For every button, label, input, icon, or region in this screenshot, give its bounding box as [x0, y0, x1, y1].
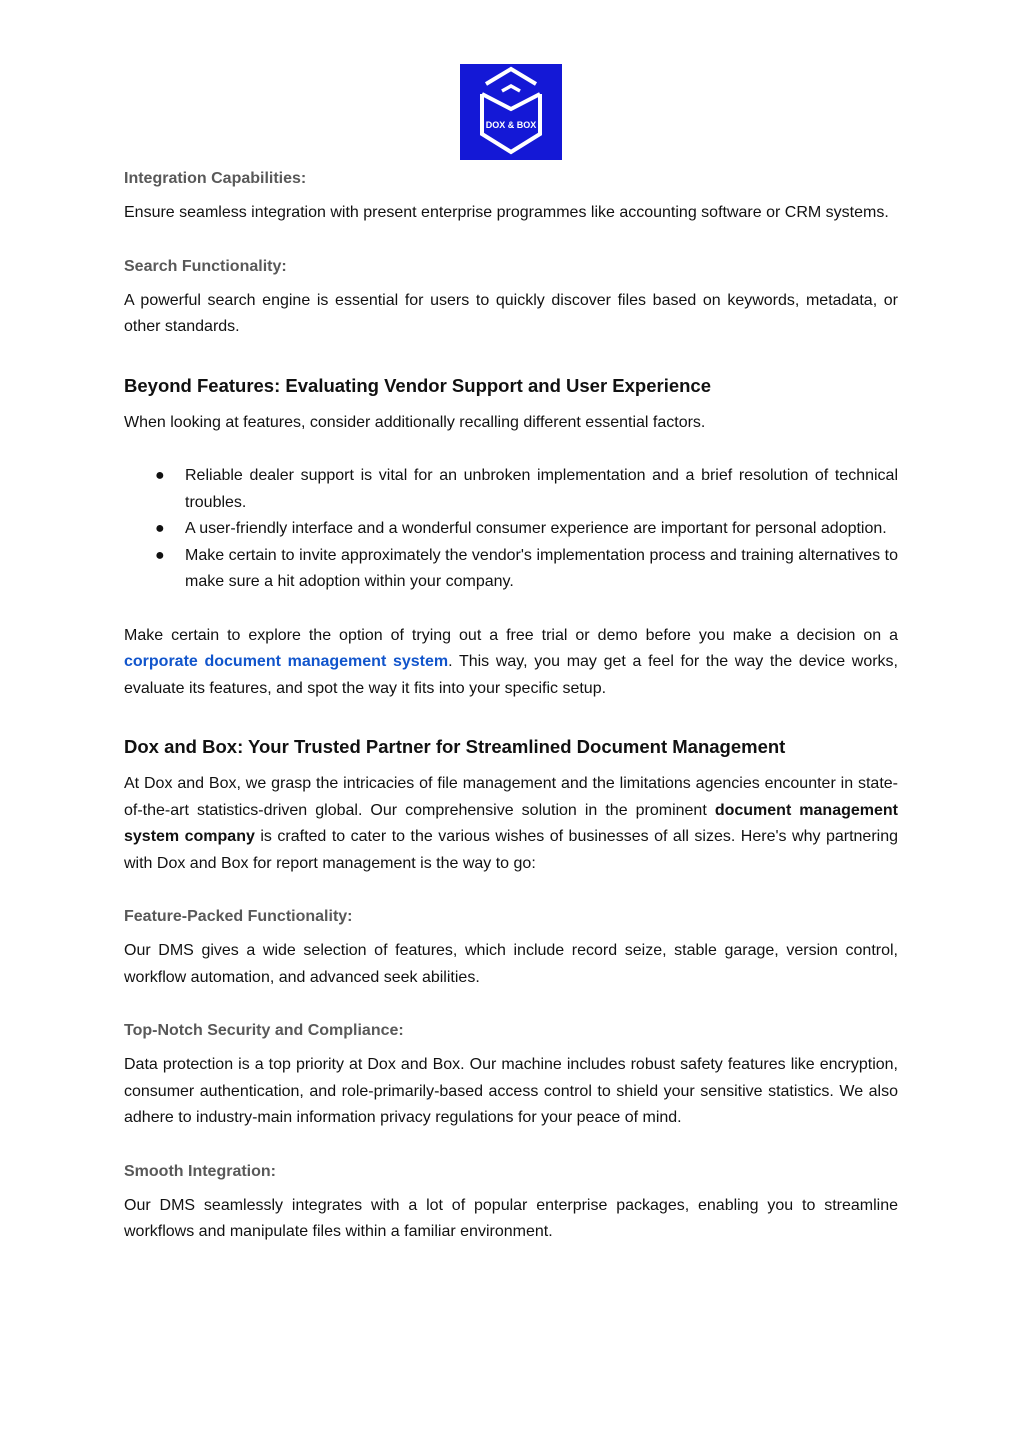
factors-list: [124, 463, 898, 596]
corporate-dms-link[interactable]: corporate document management system: [124, 653, 449, 670]
beyond-intro: When looking at features, consider additionally recalling different essential factors.: [124, 413, 706, 431]
intro-text-before: At Dox and Box, we grasp the intricacies of file management and the limitations agencies encounter in state-of-the-art statistics-driven global. Our comprehensive solution in the prominent: [124, 775, 898, 819]
dox-and-box-logo: [460, 64, 562, 160]
list-item: [124, 463, 898, 516]
bullet-icon: ●: [155, 520, 165, 537]
trial-paragraph: [124, 623, 898, 703]
document-body: [124, 166, 898, 1246]
security-heading: Top-Notch Security and Compliance:: [124, 1022, 404, 1039]
smooth-integration-text: Our DMS seamlessly integrates with a lot of popular enterprise packages, enabling you to streamline workflows and manipulate files within a familiar environment.: [124, 1196, 898, 1240]
feature-heading: Feature-Packed Functionality:: [124, 908, 353, 925]
search-text: A powerful search engine is essential for users to quickly discover files based on keywords, metadata, or other standards.: [124, 291, 898, 335]
logo-text: DOX & BOX: [485, 120, 537, 130]
security-text: Data protection is a top priority at Dox and Box. Our machine includes robust safety features like encryption, consumer authentication, and role-primarily-based access control to shield your sensitive statistics. We also adhere to industry-main information privacy regulations for your peace of mind.: [124, 1056, 898, 1126]
list-item-text: Reliable dealer support is vital for an unbroken implementation and a brief resolution of technical troubles.: [185, 467, 898, 511]
list-item: [124, 516, 898, 543]
integration-text: Ensure seamless integration with present enterprise programmes like accounting software or CRM systems.: [124, 204, 889, 221]
trial-text-before: Make certain to explore the option of trying out a free trial or demo before you make a decision on a: [124, 626, 898, 644]
box-logo-icon: [460, 64, 562, 160]
dox-and-box-title: Dox and Box: Your Trusted Partner for Streamlined Document Management: [124, 736, 786, 757]
list-item-text: Make certain to invite approximately the vendor's implementation process and training alternatives to make sure a hit adoption within your company.: [185, 546, 898, 590]
smooth-integration-heading: Smooth Integration:: [124, 1162, 276, 1180]
search-heading: Search Functionality:: [124, 257, 287, 275]
list-item-text: A user-friendly interface and a wonderful consumer experience are important for personal adoption.: [185, 520, 887, 537]
bullet-icon: ●: [155, 546, 165, 564]
feature-text: Our DMS gives a wide selection of features, which include record seize, stable garage, version control, workflow automation, and advanced seek abilities.: [124, 942, 898, 986]
integration-heading: Integration Capabilities:: [124, 170, 307, 187]
beyond-features-title: Beyond Features: Evaluating Vendor Support and User Experience: [124, 374, 712, 396]
dox-and-box-intro: [124, 771, 898, 877]
trial-text-after: . This way, you may get a feel for the way the device works, evaluate its features, and spot the way it fits into your specific setup.: [124, 653, 898, 697]
list-item: [124, 543, 898, 596]
intro-bold-text: document management system company: [124, 801, 899, 845]
intro-text-after: is crafted to cater to the various wishes of businesses of all sizes. Here's why partnering with Dox and Box for report management is the way to go:: [124, 828, 899, 872]
bullet-icon: ●: [155, 467, 165, 484]
